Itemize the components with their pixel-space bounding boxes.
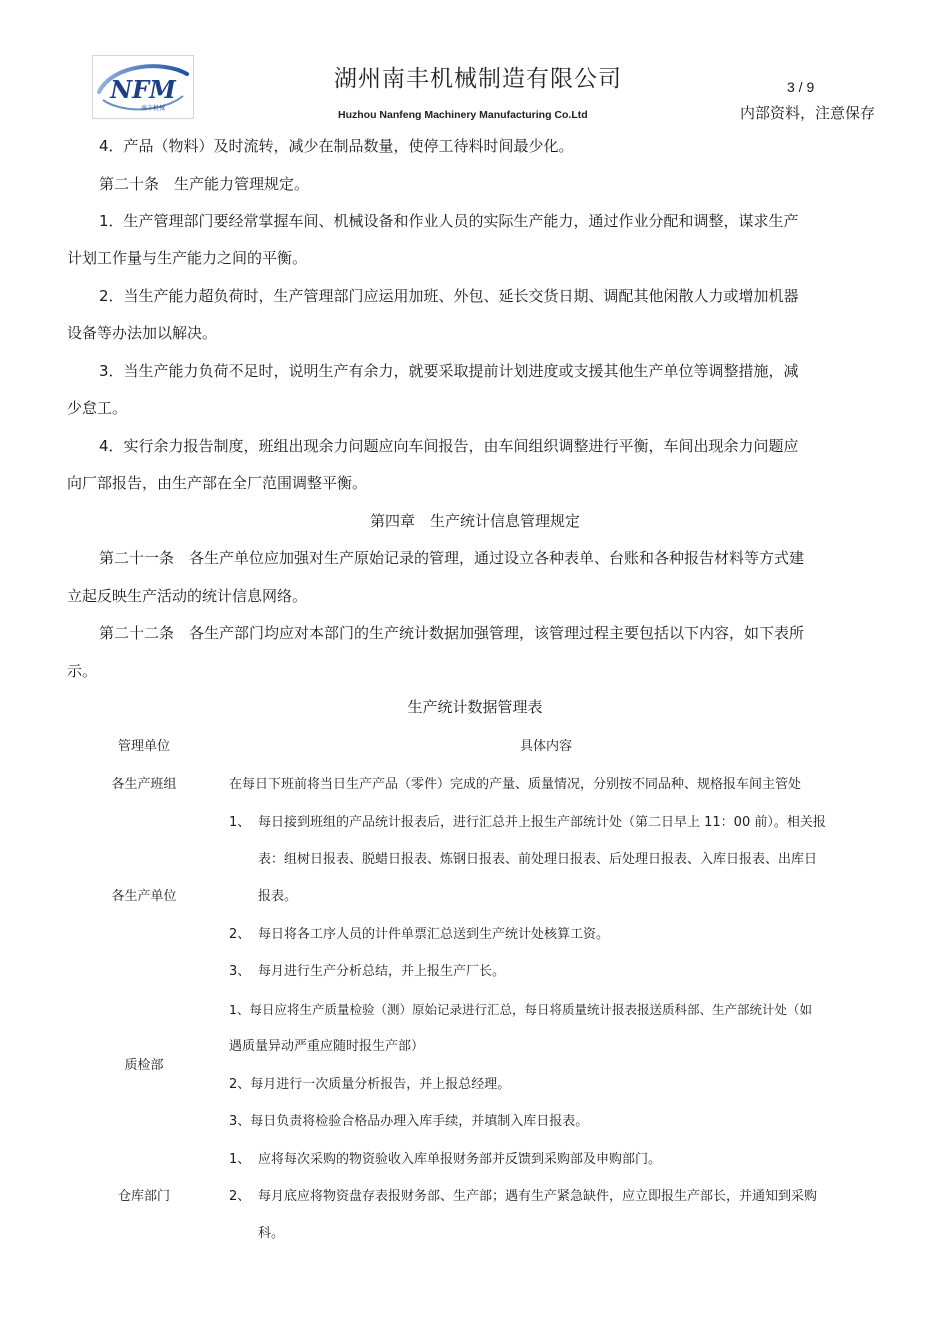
table-header-content: 具体内容 [520, 739, 573, 754]
paragraph-line: 第二十一条 各生产单位应加强对生产原始记录的管理，通过设立各种表单、台账和各种报告材料等方式建 [99, 549, 805, 567]
table-content-line: 每日接到班组的产品统计报表后，进行汇总并上报生产部统计处（第二日早上 11：00 前）。相关报 [258, 815, 826, 830]
paragraph-line: 少怠工。 [67, 399, 128, 417]
table-header-unit: 管理单位 [117, 739, 170, 754]
chapter-title: 第四章 生产统计信息管理规定 [369, 512, 580, 530]
table-content-line: 应将每次采购的物资验收入库单报财务部并反馈到采购部及申购部门。 [258, 1152, 662, 1167]
paragraph-line: 示。 [67, 662, 98, 680]
svg-text:南丰机械: 南丰机械 [140, 105, 166, 112]
list-number: 3、 [229, 964, 251, 979]
table-unit-cell: 质检部 [124, 1058, 164, 1073]
table-content-line: 报表。 [258, 889, 298, 904]
table-content-line: 每月进行生产分析总结，并上报生产厂长。 [258, 964, 506, 979]
list-number: 1、 [229, 815, 251, 830]
paragraph-line: 2．当生产能力超负荷时，生产管理部门应运用加班、外包、延长交货日期、调配其他闲散人力或增加机器 [99, 287, 799, 305]
table-content-line: 在每日下班前将当日生产产品（零件）完成的产量、质量情况，分别按不同品种、规格报车间主管处 [229, 777, 802, 792]
paragraph-line: 设备等办法加以解决。 [67, 324, 218, 342]
page-number: 3 / 9 [787, 79, 815, 95]
paragraph-line: 第二十二条 各生产部门均应对本部门的生产统计数据加强管理，该管理过程主要包括以下内容，如下表所 [99, 624, 805, 642]
table-content-line: 遇质量异动严重应随时报生产部） [229, 1039, 425, 1054]
table-content-line: 每月底应将物资盘存表报财务部、生产部；遇有生产紧急缺件，应立即报生产部长，并通知到采购 [258, 1189, 818, 1204]
paragraph-line: 立起反映生产活动的统计信息网络。 [67, 587, 308, 605]
svg-text:NFM: NFM [110, 75, 176, 104]
table-content-line: 3、每日负责将检验合格品办理入库手续，并填制入库日报表。 [229, 1114, 589, 1129]
table-title: 生产统计数据管理表 [407, 698, 543, 716]
table-content-line: 表：组树日报表、脱蜡日报表、炼钢日报表、前处理日报表、后处理日报表、入库日报表、出库日 [258, 852, 818, 867]
paragraph-line: 向厂部报告，由生产部在全厂范围调整平衡。 [67, 474, 368, 492]
table-content-line: 2、每月进行一次质量分析报告，并上报总经理。 [229, 1077, 511, 1092]
company-logo [92, 55, 194, 119]
company-name-en: Huzhou Nanfeng Machinery Manufacturing Co.Ltd [338, 109, 588, 121]
paragraph-line: 4．实行余力报告制度，班组出现余力问题应向车间报告，由车间组织调整进行平衡，车间出现余力问题应 [99, 437, 799, 455]
list-number: 1、 [229, 1152, 251, 1167]
paragraph-line: 计划工作量与生产能力之间的平衡。 [67, 249, 308, 267]
table-content-line: 科。 [258, 1226, 285, 1241]
nfm-logo-icon [93, 56, 193, 118]
list-number: 2、 [229, 927, 251, 942]
table-unit-cell: 各生产班组 [111, 777, 177, 792]
company-name-cn: 湖州南丰机械制造有限公司 [334, 66, 622, 92]
article-heading: 第二十条 生产能力管理规定。 [99, 175, 310, 193]
list-number: 2、 [229, 1189, 251, 1204]
table-content-line: 每日将各工序人员的计件单票汇总送到生产统计处核算工资。 [258, 927, 610, 942]
table-content-line: 1、每日应将生产质量检验（测）原始记录进行汇总，每日将质量统计报表报送质科部、生产部统计处（如 [229, 1002, 812, 1017]
paragraph-line: 1．生产管理部门要经常掌握车间、机械设备和作业人员的实际生产能力，通过作业分配和调整，谋求生产 [99, 212, 799, 230]
paragraph-line: 3．当生产能力负荷不足时，说明生产有余力，就要采取提前计划进度或支援其他生产单位等调整措施，减 [99, 362, 799, 380]
table-unit-cell: 各生产单位 [111, 889, 177, 904]
confidential-notice: 内部资料，注意保存 [740, 104, 876, 122]
paragraph-line: 4．产品（物料）及时流转，减少在制品数量，使停工待料时间最少化。 [99, 137, 574, 155]
table-unit-cell: 仓库部门 [117, 1189, 170, 1204]
